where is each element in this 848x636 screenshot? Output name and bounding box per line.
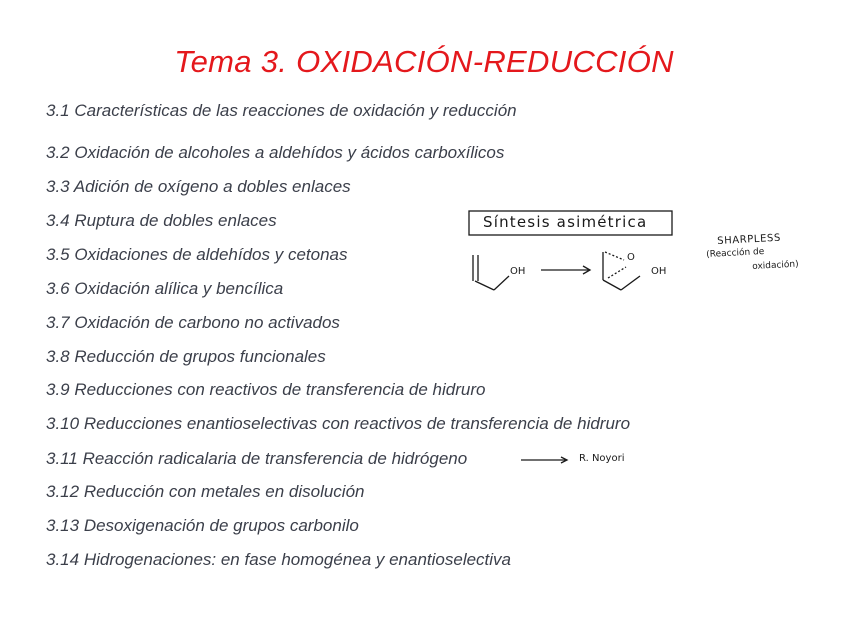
noyori-arrow [521,457,567,463]
slide-title: Tema 3. OXIDACIÓN-REDUCCIÓN [174,44,674,79]
topic-number: 3.11 [46,449,78,468]
topic-number: 3.6 [46,279,70,298]
topic-number: 3.4 [46,211,70,230]
reactant-structure [473,255,509,290]
topic-text: Oxidación alílica y bencílica [74,279,284,298]
topic-text: Hidrogenaciones: en fase homogénea y enantioselectiva [83,550,512,569]
topic-text: Oxidación de carbono no activados [74,313,340,332]
sharpless-note-line2: oxidación) [752,259,799,272]
sharpless-note-line1: (Reacción de [706,246,765,260]
topic-number: 3.14 [46,550,80,569]
topic-text: Reducciones enantioselectivas con reactivos de transferencia de hidruro [83,414,631,433]
topic-number: 3.13 [46,516,80,535]
topic-number: 3.9 [46,380,70,399]
topic-number: 3.1 [46,101,70,120]
topic-text: Reducción con metales en disolución [83,482,365,501]
topic-text: Oxidaciones de aldehídos y cetonas [74,245,348,264]
sharpless-label: SHARPLESS [717,232,782,247]
topic-text: Oxidación de alcoholes a aldehídos y ácidos carboxílicos [74,143,505,162]
noyori-label: R. Noyori [579,453,625,464]
topic-number: 3.7 [46,313,70,332]
topic-text: Desoxigenación de grupos carbonilo [83,516,359,535]
topic-number: 3.3 [46,177,70,196]
topic-number: 3.8 [46,347,70,366]
product-o-label: O [627,252,635,263]
topic-number: 3.10 [46,414,80,433]
topic-text: Reducción de grupos funcionales [74,347,326,366]
topic-number: 3.5 [46,245,70,264]
product-oh-label: OH [651,266,667,277]
topic-number: 3.2 [46,143,70,162]
topic-number: 3.12 [46,482,80,501]
reactant-oh-label: OH [510,266,526,277]
reaction-arrow [541,266,590,274]
topic-text: Reducciones con reactivos de transferencia de hidruro [74,380,486,399]
topic-text: Características de las reacciones de oxidación y reducción [74,101,517,120]
topic-text: Ruptura de dobles enlaces [74,211,277,230]
topic-text: Adición de oxígeno a dobles enlaces [73,177,351,196]
box-label: Síntesis asimétrica [483,213,648,231]
topic-text: Reacción radicalaria de transferencia de hidrógeno [82,449,468,468]
